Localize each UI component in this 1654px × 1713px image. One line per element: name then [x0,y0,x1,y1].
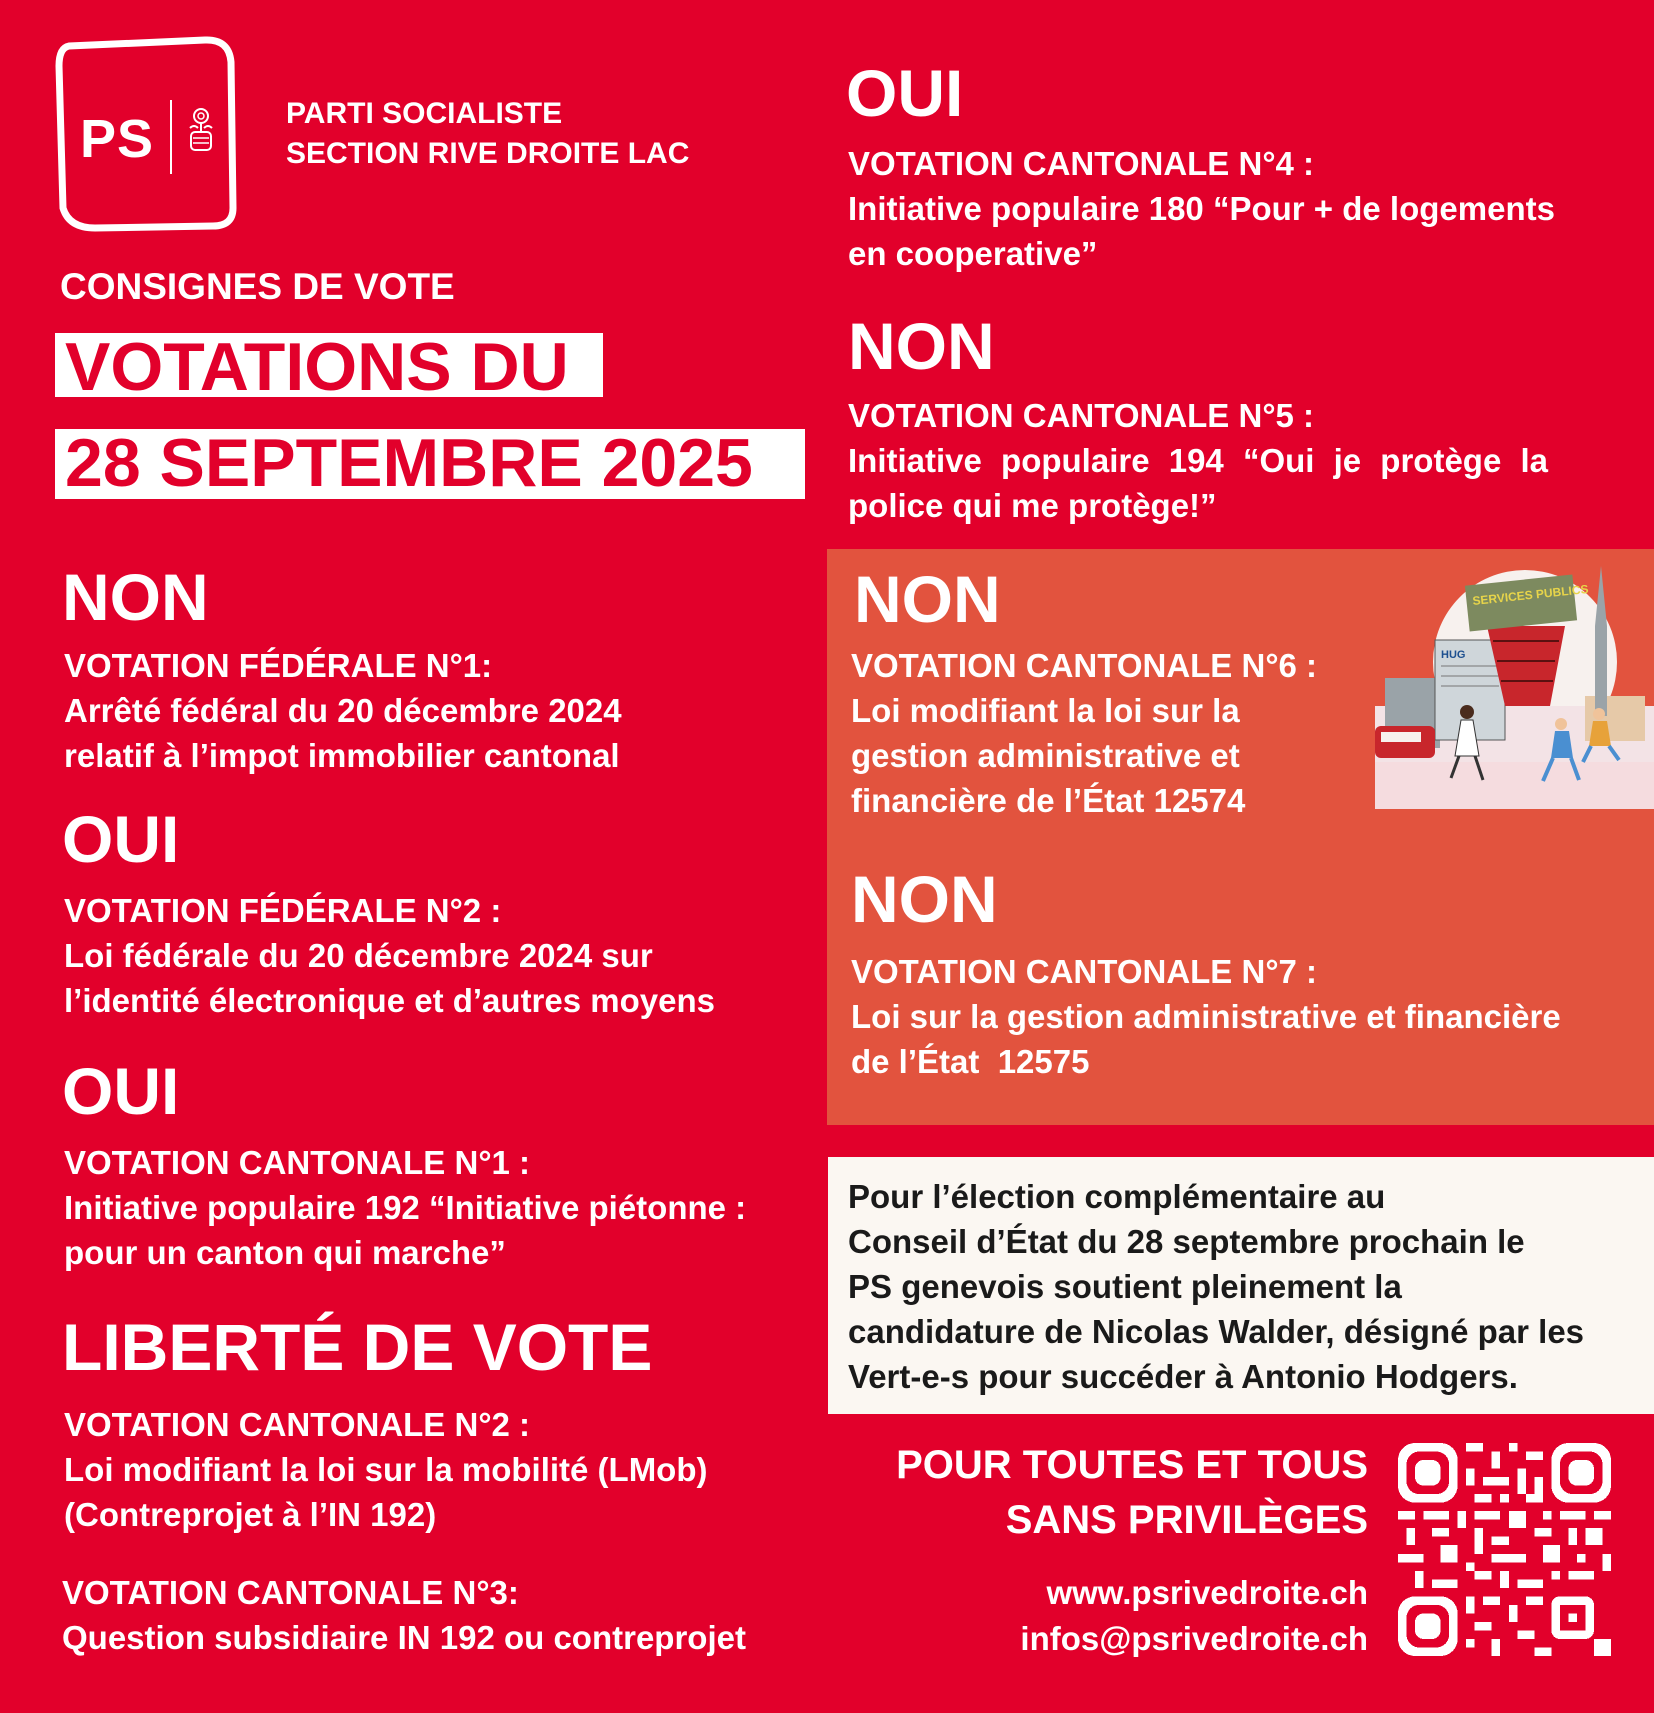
verdict-cantonal-1: OUI [62,1054,180,1128]
verdict-federal-1: NON [62,560,209,634]
vote-desc-federal-2-line1: Loi fédérale du 20 décembre 2024 sur [64,937,653,974]
election-note-line5: Vert-e-s pour succéder à Antonio Hodgers. [848,1358,1518,1395]
logo-mark-text: PS [80,109,155,169]
election-note-text [848,1174,1648,1399]
vote-desc-cantonal-2-line2: (Contreprojet à l’IN 192) [64,1496,437,1533]
election-note-line1: Pour l’élection complémentaire au [848,1178,1386,1215]
qr-code[interactable] [1398,1443,1611,1656]
vote-desc-federal-2-line2: l’identité électronique et d’autres moyens [64,982,715,1019]
verdict-cantonal-7: NON [851,862,998,936]
title-banner-line2: 28 SEPTEMBRE 2025 [55,429,805,499]
vote-title-cantonal-7: VOTATION CANTONALE N°7 : [851,953,1318,990]
vote-desc-cantonal-1-line2: pour un canton qui marche” [64,1234,506,1271]
election-note-line4: candidature de Nicolas Walder, désigné par les [848,1313,1585,1350]
vote-desc-cantonal-6-line3: financière de l’État 12574 [851,782,1246,819]
vote-desc-cantonal-5-line1: Initiative populaire 194 “Oui je protège la [848,442,1549,479]
slogan-line2: SANS PRIVILÈGES [1005,1498,1368,1542]
illustration-building-label: HUG [1441,649,1466,661]
vote-desc-cantonal-7-line1: Loi sur la gestion administrative et financière [851,998,1561,1035]
verdict-liberte: LIBERTÉ DE VOTE [62,1310,653,1384]
vote-desc-cantonal-3: Question subsidiaire IN 192 ou contreprojet [62,1619,746,1656]
consignes-heading: CONSIGNES DE VOTE [60,266,455,307]
email-link[interactable]: infos@psrivedroite.ch [1020,1620,1368,1657]
vote-desc-cantonal-1-line1: Initiative populaire 192 “Initiative piétonne : [64,1189,747,1226]
verdict-cantonal-5: NON [848,309,995,383]
vote-desc-cantonal-4-line2: en cooperative” [848,235,1098,272]
verdict-cantonal-4: OUI [846,56,964,130]
vote-title-cantonal-4: VOTATION CANTONALE N°4 : [848,145,1315,182]
vote-title-cantonal-2: VOTATION CANTONALE N°2 : [64,1406,531,1443]
logo-divider [170,100,172,174]
website-link[interactable]: www.psrivedroite.ch [1046,1574,1368,1611]
party-section: SECTION RIVE DROITE LAC [286,137,690,170]
illustration-sign-text: SERVICES PUBLICS [1471,581,1590,609]
election-note-line3: PS genevois soutient pleinement la [848,1268,1402,1305]
vote-desc-cantonal-6-line1: Loi modifiant la loi sur la [851,692,1240,729]
vote-title-cantonal-1: VOTATION CANTONALE N°1 : [64,1144,531,1181]
vote-desc-cantonal-4-line1: Initiative populaire 180 “Pour + de logements [848,190,1555,227]
party-name: PARTI SOCIALISTE [286,97,563,130]
election-note-line2: Conseil d’État du 28 septembre prochain le [848,1223,1525,1260]
vote-title-cantonal-3: VOTATION CANTONALE N°3: [62,1574,519,1611]
slogan-line1: POUR TOUTES ET TOUS [896,1443,1368,1487]
rose-fist-icon [184,106,218,156]
vote-title-cantonal-5: VOTATION CANTONALE N°5 : [848,397,1315,434]
vote-desc-cantonal-5-line2: police qui me protège!” [848,487,1217,524]
vote-desc-cantonal-7-line2: de l’État 12575 [851,1043,1090,1080]
vote-desc-cantonal-2-line1: Loi modifiant la loi sur la mobilité (LMob) [64,1451,708,1488]
verdict-federal-2: OUI [62,802,180,876]
vote-desc-federal-1-line2: relatif à l’impot immobilier cantonal [64,737,620,774]
vote-desc-federal-1-line1: Arrêté fédéral du 20 décembre 2024 [64,692,622,729]
title-banner-line1: VOTATIONS DU [55,333,603,397]
verdict-cantonal-6: NON [854,562,1001,636]
vote-title-federal-2: VOTATION FÉDÉRALE N°2 : [64,892,502,929]
services-publics-illustration [1375,566,1654,809]
vote-title-federal-1: VOTATION FÉDÉRALE N°1: [64,647,493,684]
vote-title-cantonal-6: VOTATION CANTONALE N°6 : [851,647,1318,684]
vote-desc-cantonal-6-line2: gestion administrative et [851,737,1240,774]
